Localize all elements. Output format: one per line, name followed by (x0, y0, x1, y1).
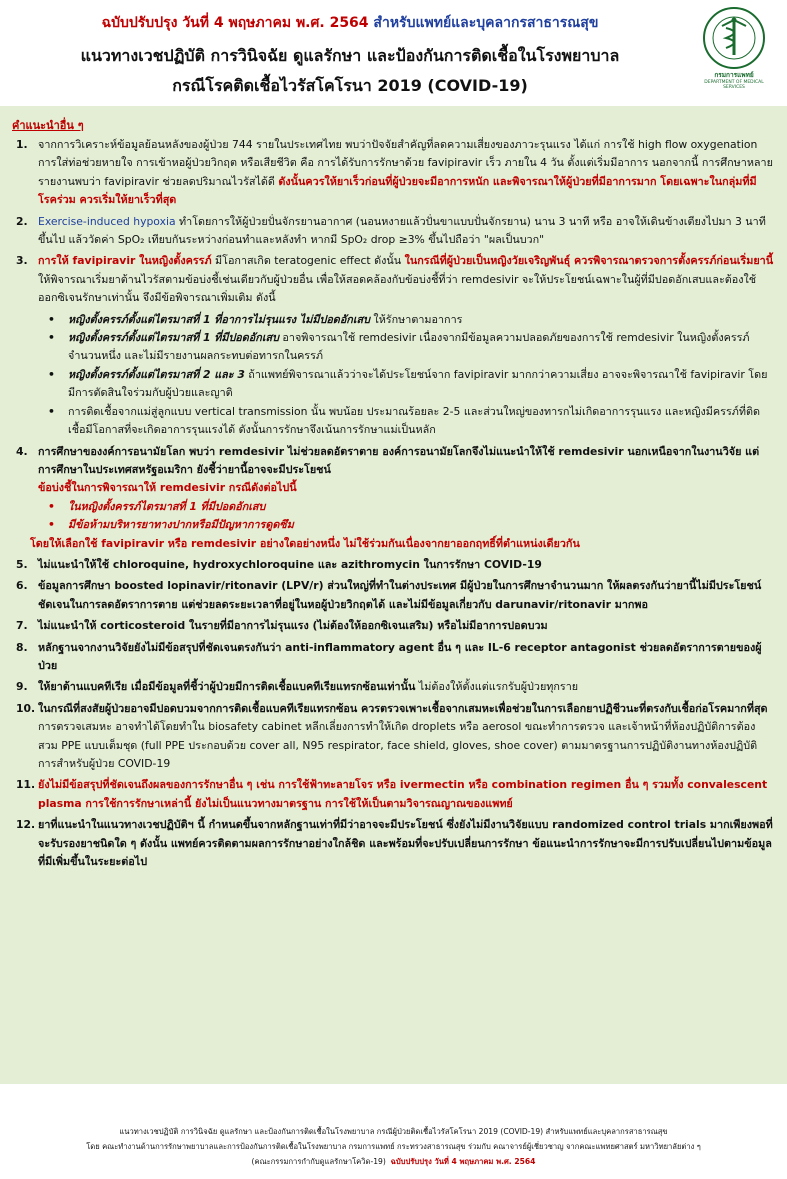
list-item-1: 1. จากการวิเคราะห์ข้อมูลย้อนหลังของผู้ป่วย 744 รายในประเทศไทย พบว่าปัจจัยสำคัญที่ลดความเสี่ยงของภาวะรุนแรง ได้แก่ การใช้ high flow oxygenation การใส่ท่อช่วยหายใจ การเข้าหอผู้ป่วยวิกฤต หรือเสียชีวิต คือ การได้รับการรักษาด้วย favipiravir เร็ว ภายใน 4 วัน ตั้งแต่เริ่มมีอาการ นอกจากนี้ การศึกษาหลายรายงานพบว่า favipiravir ช่วยลดปริมาณไวรัสได้ดี ดังนั้นควรให้ยาเร็วก่อนที่ผู้ป่วยจะมีอาการหนัก และพิจารณาให้ผู้ป่วยที่มีอาการมาก โดยเฉพาะในกลุ่มที่มีโรคร่วม ควรเริ่มให้ยาเร็วที่สุด (16, 138, 773, 207)
footer-update-label: ฉบับปรับปรุง วันที่ 4 พฤษภาคม พ.ศ. 2564 (390, 1157, 536, 1166)
list-item-3: 3. การให้ favipiravir ในหญิงตั้งครรภ์ มีโอกาสเกิด teratogenic effect ดังนั้น ในกรณีที่ผู้ป่วยเป็นหญิงวัยเจริญพันธุ์ ควรพิจารณาตรวจการตั้งครรภ์ก่อนเริ่มยานี้ ให้พิจารณาเริ่มยาต้านไวรัสตามข้อบ่งชี้เช่นเดียวกับผู้ป่วยอื่น เพื่อให้สอดคล้องกับข้อบ่งชี้ที่ว่า remdesivir จะให้ประโยชน์เฉพาะในผู้ที่มีปอดอักเสบและต้องใช้ออกซิเจนรักษาเท่านั้น จึงมีข้อพิจารณาเพิ่มเติม ดังนี้ (16, 254, 774, 305)
list-subitem-3-2: • หญิงตั้งครรภ์ตั้งแต่ไตรมาสที่ 1 ที่มีปอดอักเสบ อาจพิจารณาใช้ remdesivir เนื่องจากมีข้อมูลความปลอดภัยของการใช้ remdesivir ในหญิงตั้งครรภ์จำนวนหนึ่ง และไม่มีรายงานผลกระทบต่อทารกในครรภ์ (48, 331, 750, 363)
list-item-2: 2. Exercise-induced hypoxia ทำโดยการให้ผู้ป่วยปั่นจักรยานอากาศ (นอนหงายแล้วปั่นขาแบบปั่นจักรยาน) นาน 3 นาที หรือ อาจให้เดินข้างเตียงไปมา 3 นาที ขึ้นไป แล้ววัดค่า SpO₂ เทียบกันระหว่างก่อนทำและหลังทำ หากมี SpO₂ drop ≥3% ขึ้นไปถือว่า "ผลเป็นบวก" (16, 214, 766, 247)
remdesivir-indication-heading: ข้อบ่งชี้ในการพิจารณาให้ remdesivir กรณีดังต่อไปนี้ (38, 481, 297, 495)
footer-line-2: โดย คณะทำงานด้านการรักษาพยาบาลและการป้องกันการติดเชื้อในโรงพยาบาล กรมการแพทย์ กระทรวงสาธารณสุข ร่วมกับ คณาจารย์ผู้เชี่ยวชาญ จากคณะแพทยศาสตร์ มหาวิทยาลัยต่าง ๆ (86, 1142, 701, 1151)
audience-label: สำหรับแพทย์และบุคลากรสาธารณสุข (373, 15, 599, 31)
list-subitem-4-1: • ในหญิงตั้งครรภ์ไตรมาสที่ 1 ที่มีปอดอักเสบ (48, 499, 266, 513)
footer-line-3: (คณะกรรมการกำกับดูแลรักษาโควิด-19) ฉบับปรับปรุง วันที่ 4 พฤษภาคม พ.ศ. 2564 (251, 1157, 536, 1166)
list-subitem-3-3: • หญิงตั้งครรภ์ตั้งแต่ไตรมาสที่ 2 และ 3 ถ้าแพทย์พิจารณาแล้วว่าจะได้ประโยชน์จาก favipiravir มากกว่าความเสี่ยง อาจจะพิจารณาใช้ favipiravir โดยมีการตัดสินใจร่วมกับผู้ป่วยและญาติ (48, 367, 768, 400)
ministry-logo (698, 6, 770, 90)
list-item-11: 11. ยังไม่มีข้อสรุปที่ชัดเจนถึงผลของการรักษาอื่น ๆ เช่น การใช้ฟ้าทะลายโจร หรือ ivermectin หรือ combination regimen อื่น ๆ รวมทั้ง convalescent plasma การใช้การรักษาเหล่านี้ ยังไม่เป็นแนวทางมาตรฐาน การใช้ให้เป็นตามวิจารณญาณของแพทย์ (16, 778, 768, 810)
logo-text-en: DEPARTMENT OF MEDICAL SERVICES (704, 80, 764, 90)
footer-line-1: แนวทางเวชปฏิบัติ การวินิจฉัย ดูแลรักษา และป้องกันการติดเชื้อในโรงพยาบาล กรณีผู้ป่วยติดเชื้อไวรัสโคโรนา 2019 (COVID-19) สำหรับแพทย์และบุคลากรสาธารณสุข (119, 1127, 668, 1136)
list-item-9: 9. ให้ยาต้านแบคทีเรีย เมื่อมีข้อมูลที่ชี้ว่าผู้ป่วยมีการติดเชื้อแบคทีเรียแทรกซ้อนเท่านั้น ไม่ต้องให้ตั้งแต่แรกรับผู้ป่วยทุกราย (16, 680, 579, 694)
update-line (0, 12, 700, 34)
list-subitem-3-1: • หญิงตั้งครรภ์ตั้งแต่ไตรมาสที่ 1 ที่อาการไม่รุนแรง ไม่มีปอดอักเสบ ให้รักษาตามอาการ (48, 312, 463, 326)
list-item-12: 12. ยาที่แนะนำในแนวทางเวชปฏิบัติฯ นี้ กำหนดขึ้นจากหลักฐานเท่าที่มีว่าอาจจะมีประโยชน์ ซึ่งยังไม่มีงานวิจัยแบบ randomized control trials มากเพียงพอที่จะรับรองยาชนิดใด ๆ ดังนั้น แพทย์ควรติดตามผลการรักษาอย่างใกล้ชิด และพร้อมที่จะปรับเปลี่ยนการรักษา ข้อแนะนำการรักษาจะมีการปรับเปลี่ยนไปตามข้อมูลที่มีเพิ่มขึ้นในระยะต่อไป (16, 818, 773, 869)
list-subitem-3-4: • การติดเชื้อจากแม่สู่ลูกแบบ vertical transmission นั้น พบน้อย ประมาณร้อยละ 2-5 และส่วนใหญ่ของทารกไม่เกิดอาการรุนแรง และหญิงมีครรภ์ที่ติดเชื้อมีโอกาสที่จะเกิดอาการรุนแรงได้ ดังนั้นการรักษาจึงเน้นการรักษาแม่เป็นหลัก (48, 404, 761, 437)
list-item-5: 5. ไม่แนะนำให้ใช้ chloroquine, hydroxychloroquine และ azithromycin ในการรักษา COVID-19 (16, 557, 542, 571)
logo-emblem-icon (698, 6, 770, 70)
list-subitem-4-2: • มีข้อห้ามบริหารยาทางปากหรือมีปัญหาการดูดซึม (48, 518, 294, 532)
list-item-7: 7. ไม่แนะนำให้ corticosteroid ในรายที่มีอาการไม่รุนแรง (ไม่ต้องให้ออกซิเจนเสริม) หรือไม่มีอาการปอดบวม (16, 619, 548, 633)
title-line-2: กรณีโรคติดเชื้อไวรัสโคโรนา 2019 (COVID-19) (172, 76, 528, 95)
section-title: คำแนะนำอื่น ๆ (12, 119, 84, 132)
list-item-6: 6. ข้อมูลการศึกษา boosted lopinavir/ritonavir (LPV/r) ส่วนใหญ่ที่ทำในต่างประเทศ มีผู้ป่วยในการศึกษาจำนวนมาก ให้ผลตรงกันว่ายานี้ไม่มีประโยชน์ชัดเจนในการลดอัตราการตาย แต่ช่วยลดระยะเวลาที่อยู่ในหอผู้ป่วยวิกฤตได้ และไม่มีข้อมูลเกี่ยวกับ darunavir/ritonavir มากพอ (16, 579, 762, 611)
recommendations-panel (0, 106, 787, 1084)
update-label: ฉบับปรับปรุง วันที่ 4 พฤษภาคม พ.ศ. 2564 (101, 15, 369, 31)
list-item-8: 8. หลักฐานจากงานวิจัยยังไม่มีข้อสรุปที่ชัดเจนตรงกันว่า anti-inflammatory agent อื่น ๆ และ IL-6 receptor antagonist ช่วยลดอัตราการตายของผู้ป่วย (16, 640, 762, 672)
title-line-1: แนวทางเวชปฏิบัติ การวินิจฉัย ดูแลรักษา และป้องกันการติดเชื้อในโรงพยาบาล (80, 46, 620, 65)
recommendation-list (14, 136, 774, 874)
remdesivir-note: โดยให้เลือกใช้ favipiravir หรือ remdesivir อย่างใดอย่างหนึ่ง ไม่ใช้ร่วมกันเนื่องจากยาออกฤทธิ์ที่ตำแหน่งเดียวกัน (30, 536, 580, 550)
document-header (0, 0, 787, 100)
list-item-10: 10. ในกรณีที่สงสัยผู้ป่วยอาจมีปอดบวมจากการติดเชื้อแบคทีเรียแทรกซ้อน ควรตรวจเพาะเชื้อจากเสมหะเพื่อช่วยในการเลือกยาปฏิชีวนะที่ตรงกับเชื้อก่อโรคมากที่สุด การตรวจเสมหะ อาจทำได้โดยทำใน biosafety cabinet หลีกเลี่ยงการทำให้เกิด droplets หรือ aerosol ขณะทำการตรวจ และเจ้าหน้าที่ห้องปฏิบัติการต้องสวม PPE แบบเต็มชุด (full PPE ประกอบด้วย cover all, N95 respirator, face shield, gloves, shoe cover) ตามมาตรฐานการปฏิบัติงานทางห้องปฏิบัติการสำหรับผู้ป่วย COVID-19 (16, 701, 768, 770)
document-footer (0, 1124, 787, 1169)
logo-text-th: กรมการแพทย์ (714, 71, 754, 79)
list-item-4: 4. การศึกษาของงค์การอนามัยโลก พบว่า remdesivir ไม่ช่วยลดอัตราตาย องค์การอนามัยโลกจึงไม่แนะนำให้ใช้ remdesivir นอกเหนือจากในงานวิจัย แต่การศึกษาในประเทศสหรัฐอเมริกา ยังชี้ว่ายานี้อาจจะมีประโยชน์ (16, 444, 760, 476)
